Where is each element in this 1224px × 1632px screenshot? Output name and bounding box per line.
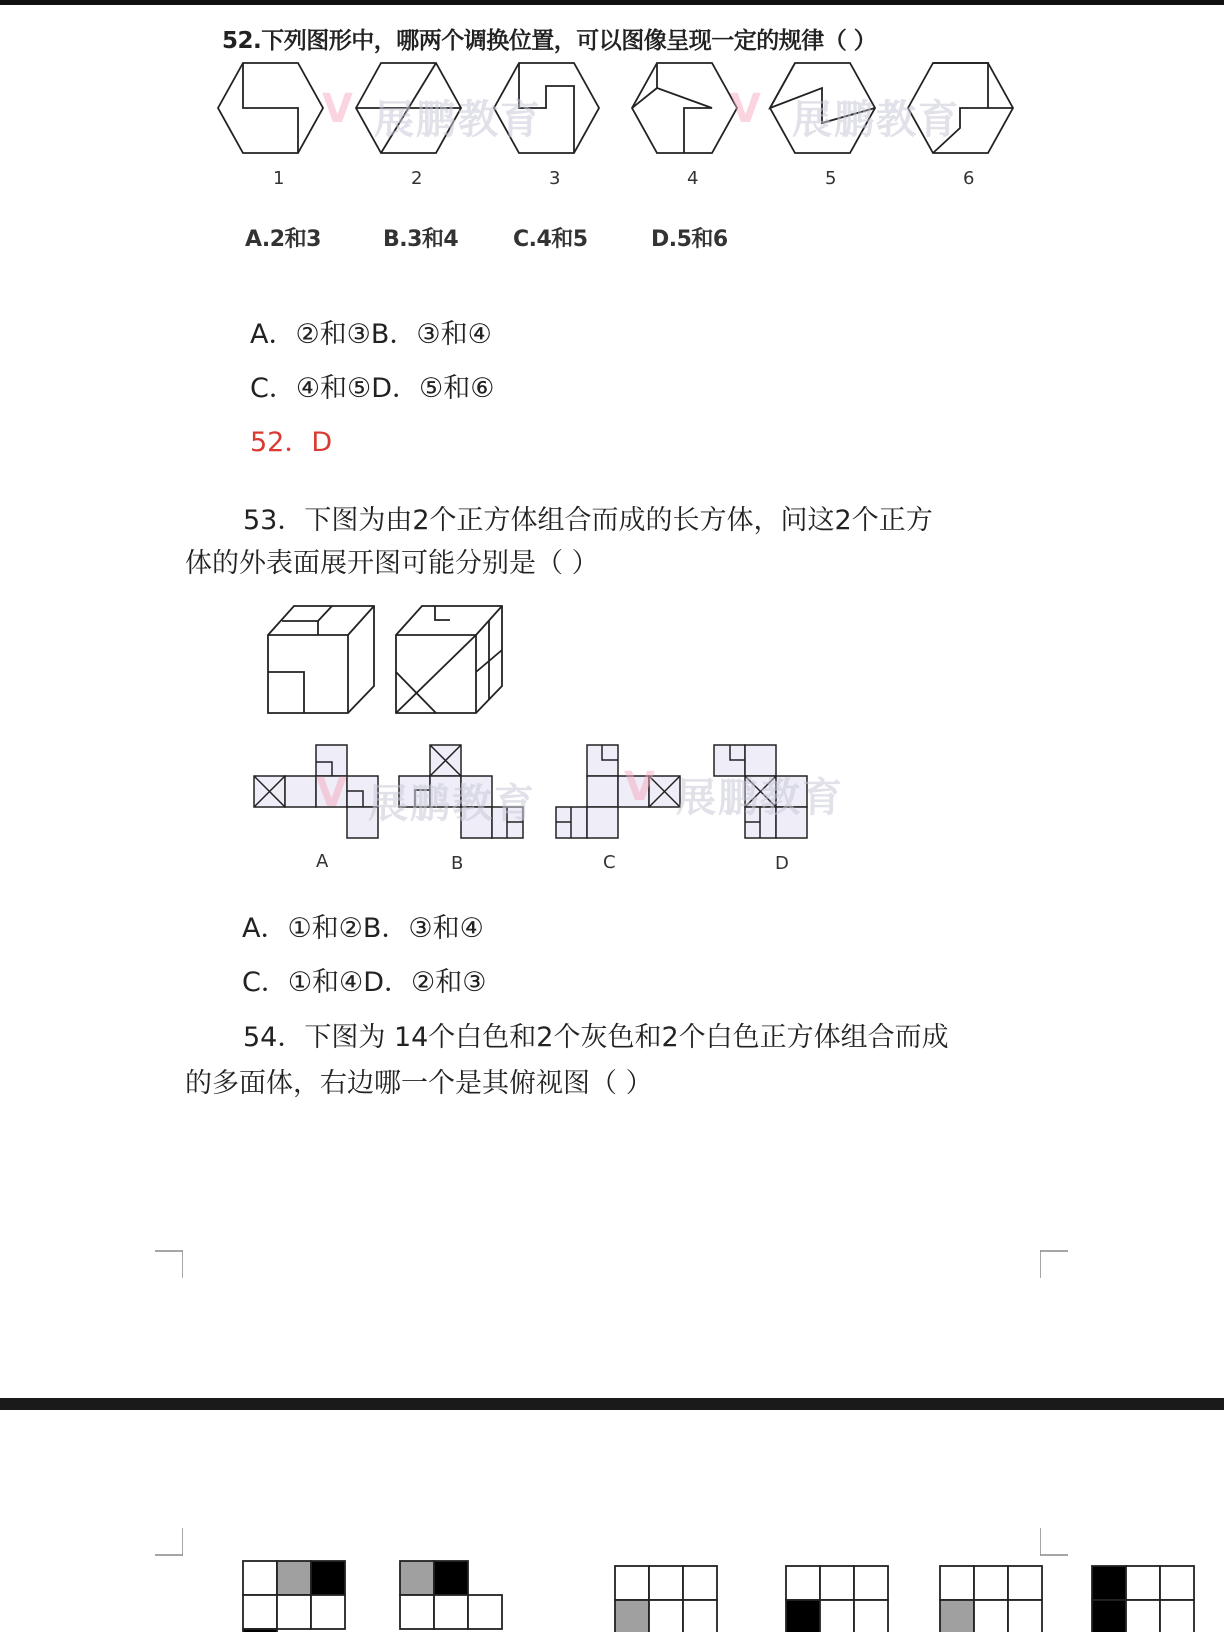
q52-figure-label: 1 <box>273 168 285 189</box>
polyhedron-grid-1 <box>243 1561 345 1632</box>
q52-figure-label: 4 <box>687 168 699 189</box>
q52-figure-label: 5 <box>825 168 837 189</box>
watermark-logo: V <box>624 764 655 810</box>
page-corner-mark <box>1040 1528 1068 1556</box>
page-separator <box>0 1398 1224 1410</box>
cube-2 <box>396 606 502 713</box>
polyhedron-grid-2 <box>400 1561 502 1629</box>
q53-line-1: 53．下图为由2个正方体组合而成的长方体，问这2个正方 <box>243 505 933 536</box>
q52-inline-option: D.5和6 <box>651 227 728 252</box>
watermark-logo: V <box>322 86 353 132</box>
cube-1 <box>268 606 374 713</box>
q53-net-label: D <box>775 853 789 874</box>
watermark-text: 展鹏教育 <box>374 97 542 143</box>
watermark-text: 展鹏教育 <box>368 781 536 827</box>
q52-figure-label: 3 <box>549 168 561 189</box>
q52-title: 52.下列图形中，哪两个调换位置，可以图像呈现一定的规律（ ） <box>222 28 877 54</box>
q53-option-line-1: A．①和②B．③和④ <box>242 913 484 944</box>
q53-net-label: A <box>316 851 329 872</box>
q52-option-line-1: A．②和③B．③和④ <box>250 319 492 350</box>
watermark-text: 展鹏教育 <box>676 775 844 821</box>
q53-cuboid-drawings <box>262 600 512 720</box>
hexagon-figure-4 <box>632 63 737 153</box>
q52-inline-option: C.4和5 <box>513 227 588 252</box>
page-corner-mark <box>155 1528 183 1556</box>
q54-line-1: 54．下图为 14个白色和2个灰色和2个白色正方体组合而成 <box>243 1022 949 1053</box>
top-edge-bar <box>0 0 1224 5</box>
watermark-text: 展鹏教育 <box>792 97 960 143</box>
watermark-logo: V <box>730 86 761 132</box>
q53-net-label: C <box>603 852 616 873</box>
page-corner-mark <box>1040 1250 1068 1278</box>
q52-answer: 52．D <box>250 427 333 458</box>
q52-inline-option: B.3和4 <box>383 227 459 252</box>
top-view-option-3 <box>940 1566 1042 1632</box>
q53-option-line-2: C．①和④D．②和③ <box>242 967 487 998</box>
top-view-option-4 <box>1092 1566 1194 1632</box>
q53-line-2: 体的外表面展开图可能分别是（ ） <box>185 548 599 579</box>
q52-inline-option: A.2和3 <box>245 227 321 252</box>
hexagon-figure-1 <box>218 63 323 153</box>
page-corner-mark <box>155 1250 183 1278</box>
q52-figure-label: 6 <box>963 168 975 189</box>
q52-option-line-2: C．④和⑤D．⑤和⑥ <box>250 373 495 404</box>
q52-figure-label: 2 <box>411 168 423 189</box>
q53-net-label: B <box>451 853 464 874</box>
q54-line-2: 的多面体，右边哪一个是其俯视图（ ） <box>185 1068 653 1099</box>
top-view-option-1 <box>615 1566 717 1632</box>
top-view-option-2 <box>786 1566 888 1632</box>
q54-grid-figures <box>240 1558 1200 1632</box>
net-c <box>556 745 680 838</box>
watermark-logo: V <box>316 770 347 816</box>
